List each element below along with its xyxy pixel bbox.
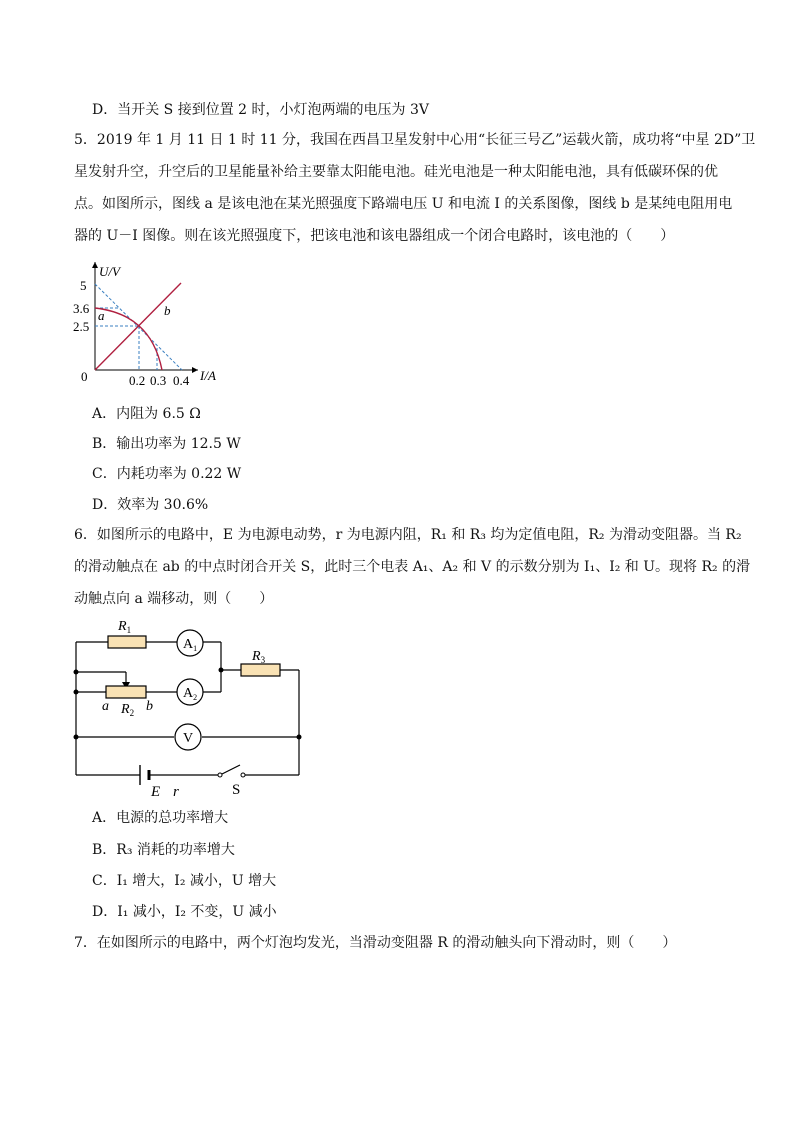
q6-option-b: B．R₃ 消耗的功率增大: [92, 842, 235, 858]
q5-option-d: D．效率为 30.6%: [92, 497, 209, 513]
q5-option-b: B．输出功率为 12.5 W: [92, 436, 241, 452]
label-b: b: [164, 303, 171, 318]
q4-option-d: D．当开关 S 接到位置 2 时，小灯泡两端的电压为 3V: [92, 102, 429, 118]
q6-line-2: 的滑动触点在 ab 的中点时闭合开关 S，此时三个电表 A₁、A₂ 和 V 的示数分别为 I₁、I₂ 和 U。现将 R₂ 的滑: [74, 559, 751, 575]
x-axis-label: I/A: [200, 368, 216, 383]
xtick-0-2: 0.2: [129, 373, 146, 388]
q6-option-c: C．I₁ 增大，I₂ 减小，U 增大: [92, 873, 277, 889]
label-terminal-a: a: [102, 699, 109, 714]
label-internal-r: r: [173, 784, 179, 800]
q6-option-d: D．I₁ 减小，I₂ 不变，U 减小: [92, 904, 277, 920]
switch-contact-right: [241, 773, 245, 777]
q5-line-1: 5．2019 年 1 月 11 日 1 时 11 分，我国在西昌卫星发射中心用“长征三号乙”运载火箭，成功将“中星 2D”卫: [74, 132, 756, 148]
q6-circuit-diagram: [70, 610, 310, 800]
junction-dot: [74, 690, 79, 695]
q6-line-1: 6．如图所示的电路中，E 为电源电动势，r 为电源内阻，R₁ 和 R₃ 均为定值电阻，R₂ 为滑动变阻器。当 R₂: [74, 527, 742, 543]
y-axis-label: U/V: [99, 264, 120, 279]
junction-dot: [219, 668, 224, 673]
xtick-0-3: 0.3: [150, 373, 167, 388]
q6-option-a: A．电源的总功率增大: [92, 810, 229, 826]
q5-line-3: 点。如图所示，图线 a 是该电池在某光照强度下路端电压 U 和电流 I 的关系图像，图线 b 是某纯电阻用电: [74, 196, 733, 212]
switch-contact-left: [218, 773, 222, 777]
xtick-0-4: 0.4: [173, 373, 190, 388]
label-a1: $A_1$: [183, 637, 198, 653]
label-a: a: [98, 308, 105, 323]
ytick-5: 5: [80, 278, 87, 293]
label-v: V: [183, 731, 194, 746]
label-r2: $R_2$: [121, 702, 135, 718]
label-terminal-b: b: [146, 699, 153, 714]
junction-dot: [297, 735, 302, 740]
q5-line-2: 星发射升空，升空后的卫星能量补给主要靠太阳能电池。硅光电池是一种太阳能电池，具有低碳环保的优: [74, 164, 718, 180]
label-a2: $A_2$: [183, 686, 198, 702]
q5-line-4: 器的 U－I 图像。则在该光照强度下，把该电池和该电器组成一个闭合电路时，该电池的（ ）: [74, 228, 675, 244]
label-emf-e: E: [151, 784, 161, 800]
junction-dot: [74, 735, 79, 740]
q7-line-1: 7．在如图所示的电路中，两个灯泡均发光，当滑动变阻器 R 的滑动触头向下滑动时，则（ ）: [74, 935, 677, 951]
q6-line-3: 动触点向 a 端移动，则（ ）: [74, 591, 274, 607]
q5-option-c: C．内耗功率为 0.22 W: [92, 466, 242, 482]
origin-label: 0: [81, 369, 88, 384]
q5-ui-graph: [70, 252, 240, 392]
resistor-r1: [108, 636, 146, 648]
rheostat-r2: [106, 686, 146, 698]
ytick-2-5: 2.5: [73, 319, 90, 334]
resistor-r3: [241, 664, 280, 676]
ytick-3-6: 3.6: [73, 301, 90, 316]
label-switch-s: S: [232, 782, 241, 798]
label-r3: $R_3$: [252, 649, 266, 665]
q5-option-a: A．内阻为 6.5 Ω: [92, 406, 201, 422]
junction-dot: [74, 670, 79, 675]
label-r1: $R_1$: [118, 619, 132, 635]
